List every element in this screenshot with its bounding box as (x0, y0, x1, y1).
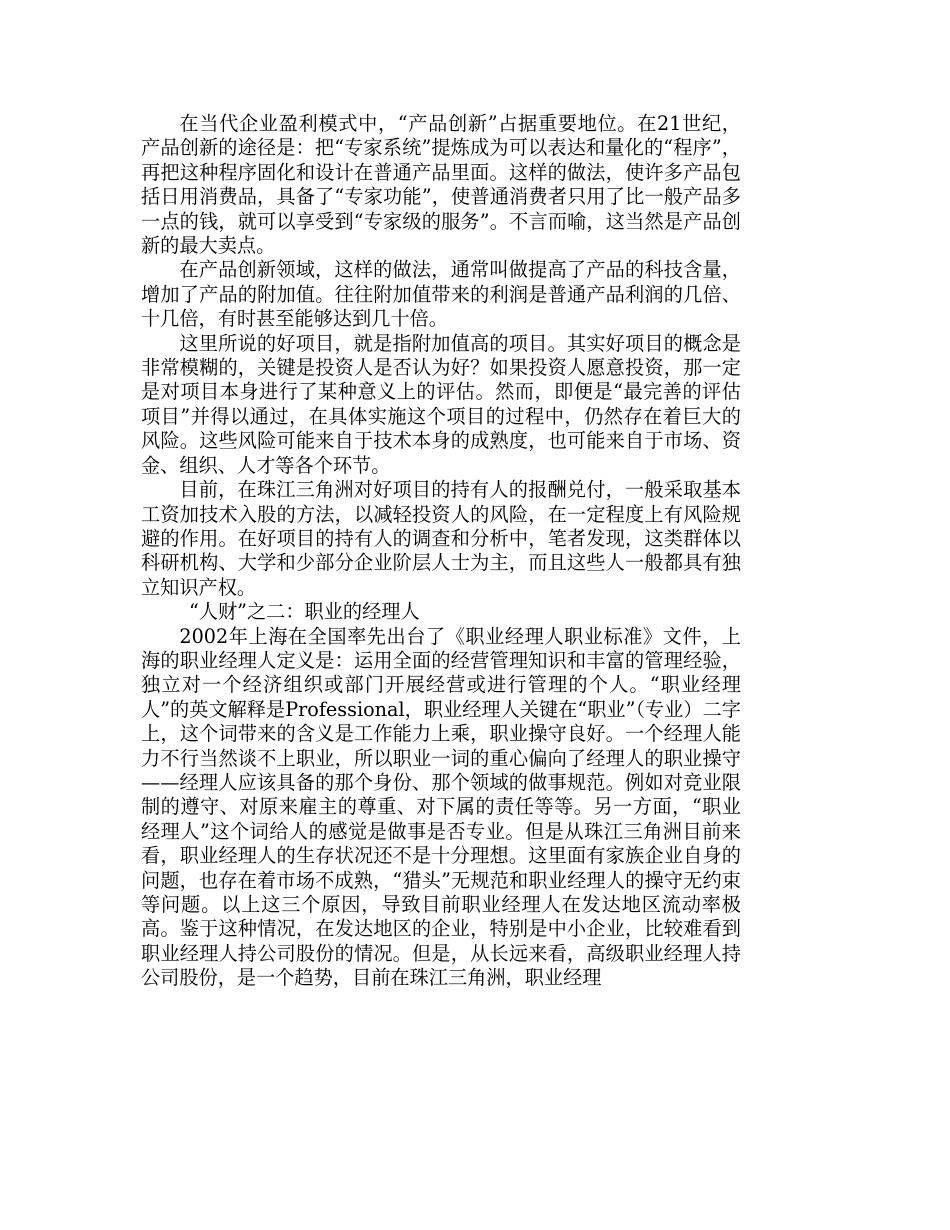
paragraph-professional-managers: 2002年上海在全国率先出台了《职业经理人职业标准》文件，上海的职业经理人定义是：运用全面的经营管理知识和丰富的管理经验，独立对一个经济组织或部门开展经营或进行管理的个人。“职业经理人”的英文解释是Professional，职业经理人关键在“职业”（专业）二字上，这个词带来的含义是工作能力上乘，职业操守良好。一个经理人能力不行当然谈不上职业，所以职业一词的重心偏向了经理人的职业操守——经理人应该具备的那个身份、那个领域的做事规范。例如对竞业限制的遵守、对原来雇主的尊重、对下属的责任等等。另一方面，“职业经理人”这个词给人的感觉是做事是否专业。但是从珠江三角洲目前来看，职业经理人的生存状况还不是十分理想。这里面有家族企业自身的问题，也存在着市场不成熟，“猎头”无规范和职业经理人的操守无约束等问题。以上这三个原因，导致目前职业经理人在发达地区流动率极高。鉴于这种情况，在发达地区的企业，特别是中小企业，比较难看到职业经理人持公司股份的情况。但是，从长远来看，高级职业经理人持公司股份，是一个趋势，目前在珠江三角洲，职业经理 (141, 624, 741, 990)
paragraph-added-value: 在产品创新领域，这样的做法，通常叫做提高了产品的科技含量，增加了产品的附加值。往往附加值带来的利润是普通产品利润的几倍、十几倍，有时甚至能够达到几十倍。 (141, 258, 741, 331)
section-heading: “人财”之二：职业的经理人 (189, 600, 420, 624)
paragraph-product-innovation: 在当代企业盈利模式中，“产品创新”占据重要地位。在21世纪，产品创新的途径是：把“专家系统”提炼成为可以表达和量化的“程序”，再把这种程序固化和设计在普通产品里面。这样的做法，使许多产品包括日用消费品，具备了“专家功能”，使普通消费者只用了比一般产品多一点的钱，就可以享受到“专家级的服务”。不言而喻，这当然是产品创新的最大卖点。 (141, 112, 741, 258)
paragraph-good-projects: 这里所说的好项目，就是指附加值高的项目。其实好项目的概念是非常模糊的，关键是投资人是否认为好？如果投资人愿意投资，那一定是对项目本身进行了某种意义上的评估。然而，即便是“最完善的评估项目”并得以通过，在具体实施这个项目的过程中，仍然存在着巨大的风险。这些风险可能来自于技术本身的成熟度，也可能来自于市场、资金、组织、人才等各个环节。 (141, 331, 741, 477)
paragraph-project-holders: 目前，在珠江三角洲对好项目的持有人的报酬兑付，一般采取基本工资加技术入股的方法，以减轻投资人的风险，在一定程度上有风险规避的作用。在好项目的持有人的调查和分析中，笔者发现，这类群体以科研机构、大学和少部分企业阶层人士为主，而且这些人一般都具有独立知识产权。 (141, 478, 741, 599)
document-page (141, 112, 741, 991)
